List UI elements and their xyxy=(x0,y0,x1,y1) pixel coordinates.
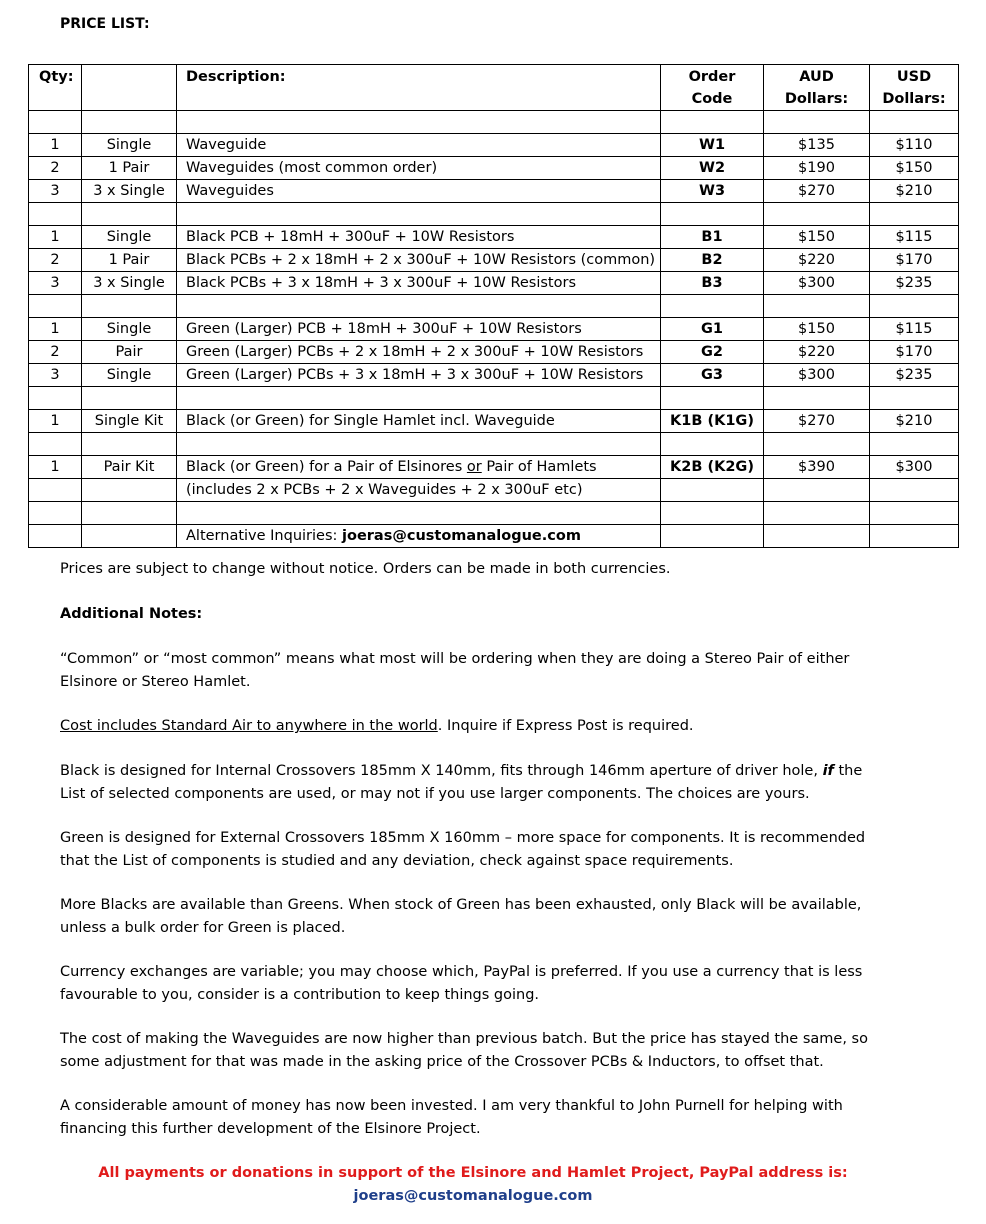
row-qty: 2 xyxy=(29,157,82,180)
note-black xyxy=(60,760,920,805)
spacer-row xyxy=(29,111,959,134)
black-if: if xyxy=(822,763,834,779)
alternative-inquiries xyxy=(177,525,661,548)
row-qty: 1 xyxy=(29,226,82,249)
row-qty: 3 xyxy=(29,180,82,203)
row-description: Black PCB + 18mH + 300uF + 10W Resistors xyxy=(177,226,661,249)
row-aud: $135 xyxy=(764,134,870,157)
table-row xyxy=(29,364,959,387)
note-line: financing this further development of the Elsinore Project. xyxy=(60,1120,481,1137)
note-common xyxy=(60,648,920,693)
header-aud xyxy=(764,65,870,111)
row-usd: $115 xyxy=(870,226,959,249)
row-order-code: W3 xyxy=(661,180,764,203)
table-row xyxy=(29,134,959,157)
row-order-code: B2 xyxy=(661,249,764,272)
row-qty: 1 xyxy=(29,410,82,433)
spacer-row xyxy=(29,502,959,525)
table-row xyxy=(29,180,959,203)
row-unit: Single xyxy=(82,318,177,341)
row-order-code: K1B (K1G) xyxy=(661,410,764,433)
row-order-code: G2 xyxy=(661,341,764,364)
row-unit: Single xyxy=(82,226,177,249)
row-usd: $150 xyxy=(870,157,959,180)
table-row xyxy=(29,157,959,180)
row-aud: $390 xyxy=(764,456,870,479)
row-order-code: G3 xyxy=(661,364,764,387)
row-usd: $170 xyxy=(870,249,959,272)
black-text: the xyxy=(833,763,863,779)
row-description: Black PCBs + 3 x 18mH + 3 x 300uF + 10W Resistors xyxy=(177,272,661,295)
row-usd: $235 xyxy=(870,364,959,387)
note-line: A considerable amount of money has now been invested. I am very thankful to John Purnell for helping with xyxy=(60,1098,843,1114)
note-waveguide-cost xyxy=(60,1028,920,1073)
note-line: some adjustment for that was made in the asking price of the Crossover PCBs & Inductors, to offset that. xyxy=(60,1053,824,1070)
row-description-part: Black (or Green) for a Pair of Elsinores xyxy=(186,459,467,475)
table-row xyxy=(29,318,959,341)
footer-payment-line: All payments or donations in support of the Elsinore and Hamlet Project, PayPal address is: xyxy=(98,1165,848,1181)
row-description-or: or xyxy=(466,459,482,475)
header-usd-line2: Dollars: xyxy=(882,91,946,107)
row-qty: 3 xyxy=(29,364,82,387)
alt-inquiries-label: Alternative Inquiries: xyxy=(186,528,343,544)
header-description: Description: xyxy=(177,65,661,111)
row-unit: Single xyxy=(82,364,177,387)
row-aud: $220 xyxy=(764,341,870,364)
row-qty: 1 xyxy=(29,456,82,479)
row-description: Waveguides (most common order) xyxy=(177,157,661,180)
header-usd xyxy=(870,65,959,111)
row-aud: $220 xyxy=(764,249,870,272)
cost-rest: . Inquire if Express Post is required. xyxy=(437,718,694,734)
row-description: Black (or Green) for Single Hamlet incl. Waveguide xyxy=(177,410,661,433)
table-row xyxy=(29,341,959,364)
row-order-code: B3 xyxy=(661,272,764,295)
row-aud: $300 xyxy=(764,272,870,295)
footer-paypal-email[interactable]: joeras@customanalogue.com xyxy=(353,1188,593,1204)
row-aud: $150 xyxy=(764,318,870,341)
row-aud: $270 xyxy=(764,410,870,433)
row-order-code: K2B (K2G) xyxy=(661,456,764,479)
row-unit: 1 Pair xyxy=(82,249,177,272)
row-description-part: Pair of Hamlets xyxy=(481,459,597,475)
row-usd: $235 xyxy=(870,272,959,295)
row-unit: 3 x Single xyxy=(82,180,177,203)
spacer-row xyxy=(29,295,959,318)
row-unit: 1 Pair xyxy=(82,157,177,180)
table-row xyxy=(29,226,959,249)
row-usd: $300 xyxy=(870,456,959,479)
header-aud-line2: Dollars: xyxy=(784,91,849,107)
row-description: Green (Larger) PCBs + 3 x 18mH + 3 x 300uF + 10W Resistors xyxy=(177,364,661,387)
header-aud-line1: AUD xyxy=(799,69,834,85)
row-order-code: B1 xyxy=(661,226,764,249)
row-aud: $150 xyxy=(764,226,870,249)
row-qty: 2 xyxy=(29,341,82,364)
note-currency xyxy=(60,961,920,1006)
additional-notes-heading: Additional Notes: xyxy=(60,606,203,622)
row-aud: $300 xyxy=(764,364,870,387)
row-unit: Single Kit xyxy=(82,410,177,433)
note-more-blacks xyxy=(60,894,920,939)
header-unit xyxy=(82,65,177,111)
row-order-code: G1 xyxy=(661,318,764,341)
note-investment xyxy=(60,1095,920,1140)
row-description: Green (Larger) PCBs + 2 x 18mH + 2 x 300uF + 10W Resistors xyxy=(177,341,661,364)
note-line: “Common” or “most common” means what most will be ordering when they are doing a Stereo Pair of either xyxy=(60,651,850,667)
row-description: Black PCBs + 2 x 18mH + 2 x 300uF + 10W Resistors (common) xyxy=(177,249,661,272)
row-usd: $110 xyxy=(870,134,959,157)
table-header-row xyxy=(29,65,959,111)
spacer-row xyxy=(29,433,959,456)
spacer-row xyxy=(29,387,959,410)
note-line: Elsinore or Stereo Hamlet. xyxy=(60,673,251,690)
header-order-code-line1: Order xyxy=(688,69,736,85)
row-description: Green (Larger) PCB + 18mH + 300uF + 10W Resistors xyxy=(177,318,661,341)
kit-note: (includes 2 x PCBs + 2 x Waveguides + 2 x 300uF etc) xyxy=(177,479,661,502)
table-row xyxy=(29,410,959,433)
row-unit: Pair Kit xyxy=(82,456,177,479)
note-line: Green is designed for External Crossovers 185mm X 160mm – more space for components. It is recommended xyxy=(60,830,866,846)
note-line: unless a bulk order for Green is placed. xyxy=(60,919,346,936)
prices-note: Prices are subject to change without notice. Orders can be made in both currencies. xyxy=(60,561,671,577)
note-line xyxy=(60,760,920,783)
page-title: PRICE LIST: xyxy=(60,16,150,32)
row-description: Waveguides xyxy=(177,180,661,203)
spacer-row xyxy=(29,203,959,226)
note-line: The cost of making the Waveguides are now higher than previous batch. But the price has stayed the same, so xyxy=(60,1031,868,1047)
note-line: Currency exchanges are variable; you may choose which, PayPal is preferred. If you use a currency that is less xyxy=(60,964,863,980)
row-description xyxy=(177,456,661,479)
note-green xyxy=(60,827,920,872)
header-usd-line1: USD xyxy=(896,69,932,85)
table-row xyxy=(29,249,959,272)
header-order-code-line2: Code xyxy=(691,91,733,107)
alt-inquiries-email[interactable]: joeras@customanalogue.com xyxy=(342,528,581,544)
row-usd: $115 xyxy=(870,318,959,341)
row-qty: 1 xyxy=(29,134,82,157)
header-qty: Qty: xyxy=(29,65,82,111)
table-row xyxy=(29,525,959,548)
row-qty: 1 xyxy=(29,318,82,341)
row-aud: $270 xyxy=(764,180,870,203)
row-description: Waveguide xyxy=(177,134,661,157)
row-usd: $170 xyxy=(870,341,959,364)
row-order-code: W1 xyxy=(661,134,764,157)
note-cost xyxy=(60,715,920,738)
table-row xyxy=(29,456,959,479)
note-line: that the List of components is studied and any deviation, check against space requirements. xyxy=(60,852,734,869)
note-line: More Blacks are available than Greens. When stock of Green has been exhausted, only Black will be available, xyxy=(60,897,862,913)
header-order-code xyxy=(661,65,764,111)
row-unit: 3 x Single xyxy=(82,272,177,295)
note-line: favourable to you, consider is a contribution to keep things going. xyxy=(60,986,540,1003)
row-order-code: W2 xyxy=(661,157,764,180)
row-usd: $210 xyxy=(870,410,959,433)
black-text: Black is designed for Internal Crossovers 185mm X 140mm, fits through 146mm aperture of driver hole, xyxy=(60,763,823,779)
table-row xyxy=(29,479,959,502)
cost-underlined: Cost includes Standard Air to anywhere in the world xyxy=(60,718,438,734)
row-usd: $210 xyxy=(870,180,959,203)
row-qty: 3 xyxy=(29,272,82,295)
price-table xyxy=(28,64,959,548)
row-unit: Single xyxy=(82,134,177,157)
table-row xyxy=(29,272,959,295)
row-qty: 2 xyxy=(29,249,82,272)
row-unit: Pair xyxy=(82,341,177,364)
row-aud: $190 xyxy=(764,157,870,180)
note-line: List of selected components are used, or may not if you use larger components. The choices are yours. xyxy=(60,785,810,802)
